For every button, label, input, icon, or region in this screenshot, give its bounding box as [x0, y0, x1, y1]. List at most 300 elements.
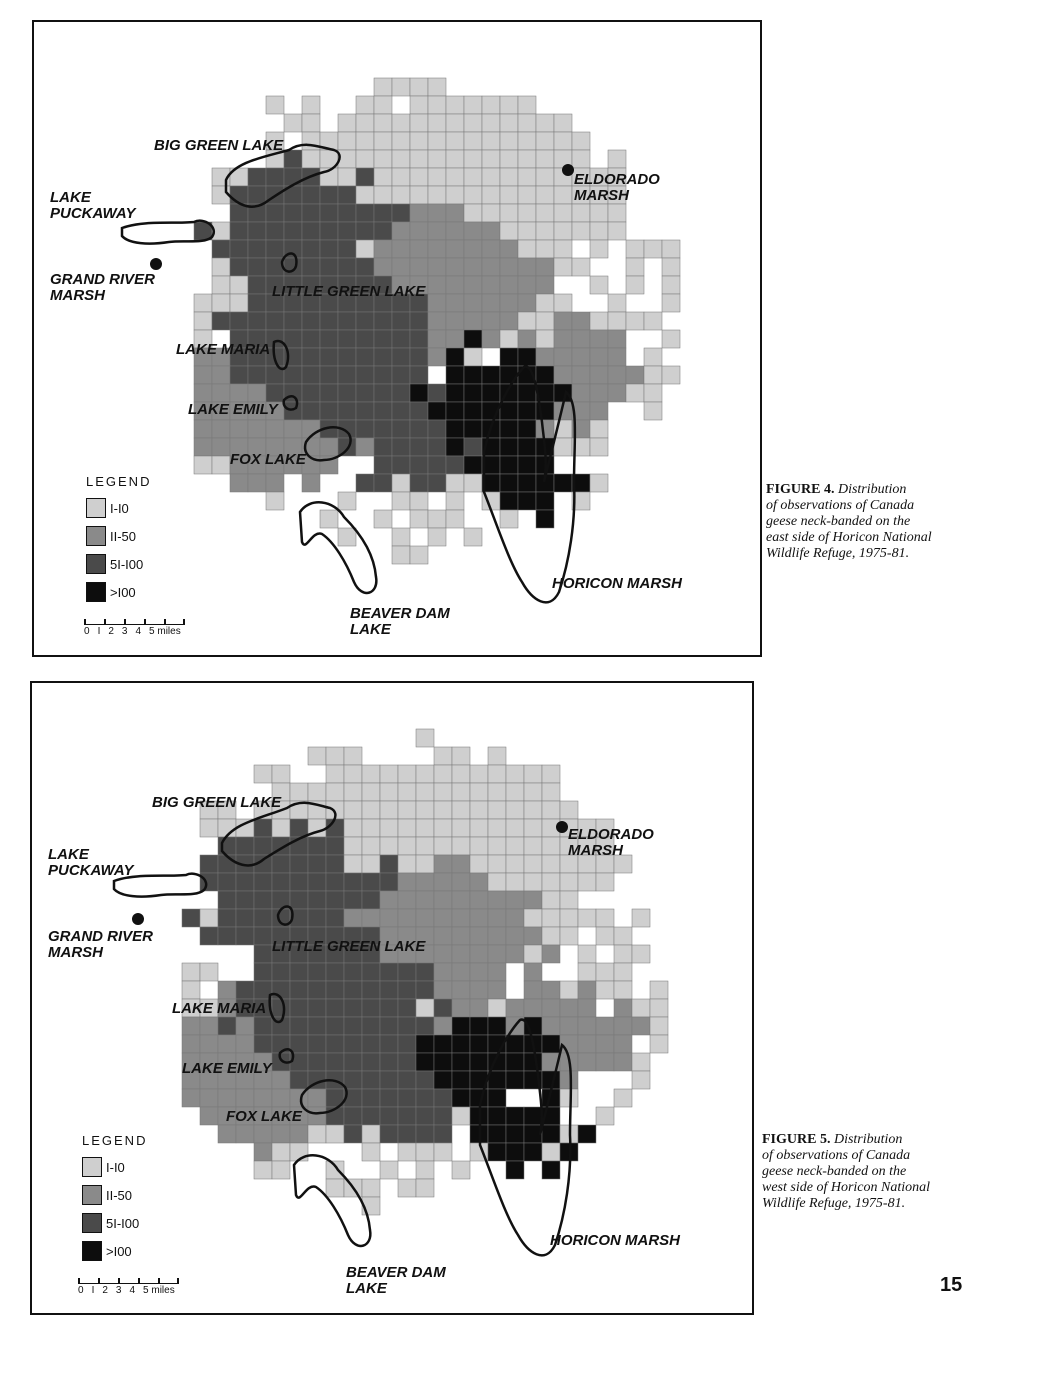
density-cell	[338, 150, 356, 168]
density-cell	[542, 927, 560, 945]
density-cell	[434, 855, 452, 873]
density-cell	[194, 366, 212, 384]
scale-tick-0: 0	[84, 626, 90, 637]
density-cell	[380, 999, 398, 1017]
density-cell	[488, 999, 506, 1017]
density-cell	[464, 528, 482, 546]
density-cell	[434, 1125, 452, 1143]
density-cell	[272, 1143, 290, 1161]
density-cell	[392, 456, 410, 474]
density-cell	[356, 186, 374, 204]
density-cell	[644, 240, 662, 258]
density-cell	[518, 186, 536, 204]
density-cell	[524, 1107, 542, 1125]
density-cell	[554, 240, 572, 258]
density-cell	[470, 855, 488, 873]
density-cell	[218, 981, 236, 999]
density-cell	[590, 402, 608, 420]
density-cell	[500, 114, 518, 132]
density-cell	[248, 366, 266, 384]
density-cell	[434, 819, 452, 837]
density-cell	[500, 402, 518, 420]
density-cell	[518, 114, 536, 132]
density-cell	[452, 1017, 470, 1035]
density-cell	[362, 1143, 380, 1161]
density-cell	[356, 366, 374, 384]
density-cell	[446, 114, 464, 132]
density-cell	[362, 819, 380, 837]
density-cell	[518, 492, 536, 510]
density-cell	[356, 96, 374, 114]
density-cell	[506, 1107, 524, 1125]
density-cell	[272, 999, 290, 1017]
density-cell	[446, 96, 464, 114]
lake-puckaway-label: LAKE PUCKAWAY	[50, 189, 136, 222]
density-cell	[410, 348, 428, 366]
density-cell	[500, 420, 518, 438]
density-cell	[200, 873, 218, 891]
density-cell	[266, 474, 284, 492]
scale-bar	[78, 1277, 178, 1296]
density-cell	[500, 258, 518, 276]
density-cell	[482, 384, 500, 402]
legend-row-3	[82, 1213, 139, 1233]
density-cell	[302, 96, 320, 114]
density-cell	[320, 510, 338, 528]
density-cell	[380, 1161, 398, 1179]
density-cell	[194, 312, 212, 330]
density-cell	[344, 837, 362, 855]
density-cell	[488, 1017, 506, 1035]
density-cell	[470, 783, 488, 801]
density-cell	[452, 837, 470, 855]
density-cell	[218, 891, 236, 909]
density-cell	[320, 312, 338, 330]
density-cell	[290, 891, 308, 909]
density-cell	[518, 150, 536, 168]
density-cell	[464, 258, 482, 276]
density-cell	[392, 150, 410, 168]
density-cell	[380, 981, 398, 999]
density-cell	[560, 1089, 578, 1107]
density-cell	[392, 186, 410, 204]
density-cell	[524, 855, 542, 873]
density-cell	[326, 837, 344, 855]
density-cell	[302, 366, 320, 384]
density-cell	[410, 78, 428, 96]
density-cell	[500, 474, 518, 492]
scale-labels	[84, 626, 184, 637]
density-cell	[542, 1125, 560, 1143]
density-cell	[434, 1107, 452, 1125]
density-cell	[560, 873, 578, 891]
density-cell	[374, 402, 392, 420]
density-cell	[356, 348, 374, 366]
density-cell	[434, 891, 452, 909]
density-cell	[434, 747, 452, 765]
density-cell	[410, 474, 428, 492]
density-cell	[284, 222, 302, 240]
density-cell	[470, 873, 488, 891]
density-cell	[470, 909, 488, 927]
density-cell	[506, 819, 524, 837]
density-cell	[500, 186, 518, 204]
density-cell	[344, 1017, 362, 1035]
page-number: 15	[940, 1274, 963, 1296]
density-cell	[398, 855, 416, 873]
density-cell	[506, 999, 524, 1017]
density-cell	[662, 366, 680, 384]
density-cell	[302, 348, 320, 366]
density-cell	[632, 909, 650, 927]
density-cell	[542, 1017, 560, 1035]
density-cell	[446, 510, 464, 528]
density-cell	[284, 168, 302, 186]
density-cell	[200, 1107, 218, 1125]
density-cell	[362, 1179, 380, 1197]
density-cell	[308, 855, 326, 873]
density-cell	[344, 909, 362, 927]
density-cell	[596, 927, 614, 945]
density-cell	[470, 837, 488, 855]
density-cell	[470, 765, 488, 783]
horicon-marsh-label: HORICON MARSH	[552, 575, 682, 592]
density-cell	[212, 312, 230, 330]
density-cell	[416, 1071, 434, 1089]
density-cell	[374, 366, 392, 384]
density-cell	[542, 981, 560, 999]
density-cell	[434, 1089, 452, 1107]
density-cell	[578, 909, 596, 927]
density-cell	[326, 855, 344, 873]
density-cell	[488, 909, 506, 927]
density-cell	[506, 1143, 524, 1161]
density-cell	[500, 96, 518, 114]
density-cell	[362, 1053, 380, 1071]
density-cell	[266, 204, 284, 222]
density-cell	[572, 366, 590, 384]
density-cell	[578, 1035, 596, 1053]
density-cell	[434, 765, 452, 783]
density-cell	[194, 384, 212, 402]
density-cell	[536, 168, 554, 186]
density-cell	[308, 891, 326, 909]
density-cell	[326, 1053, 344, 1071]
density-cell	[578, 963, 596, 981]
scale-tick-3: 3	[115, 1285, 122, 1296]
density-cell	[626, 240, 644, 258]
density-cell	[614, 945, 632, 963]
density-cell	[356, 168, 374, 186]
density-cell	[302, 222, 320, 240]
density-cell	[200, 1017, 218, 1035]
density-cell	[302, 474, 320, 492]
density-cell	[392, 528, 410, 546]
density-cell	[452, 945, 470, 963]
density-cell	[554, 474, 572, 492]
legend-row-4	[86, 582, 136, 602]
density-cell	[284, 330, 302, 348]
density-cell	[452, 819, 470, 837]
density-cell	[428, 456, 446, 474]
density-cell	[380, 1017, 398, 1035]
density-cell	[452, 1161, 470, 1179]
density-cell	[518, 222, 536, 240]
density-cell	[212, 420, 230, 438]
density-cell	[380, 891, 398, 909]
figure-4-caption-line-4: east side of Horicon National	[766, 530, 932, 545]
lake-emily-label: LAKE EMILY	[182, 1060, 272, 1077]
density-cell	[518, 168, 536, 186]
density-cell	[308, 1125, 326, 1143]
density-cell	[524, 1053, 542, 1071]
density-cell	[410, 402, 428, 420]
density-cell	[410, 420, 428, 438]
legend-label-4: >I00	[106, 1243, 132, 1259]
density-cell	[632, 1071, 650, 1089]
density-cell	[434, 837, 452, 855]
density-cell	[302, 114, 320, 132]
density-cell	[416, 765, 434, 783]
density-cell	[248, 222, 266, 240]
density-cell	[482, 240, 500, 258]
figure-4-caption-line-1: Distribution	[837, 482, 907, 497]
density-cell	[500, 132, 518, 150]
density-cell	[500, 348, 518, 366]
legend-row-2	[82, 1185, 132, 1205]
density-cell	[362, 1089, 380, 1107]
density-cell	[470, 945, 488, 963]
density-cell	[248, 276, 266, 294]
density-cell	[464, 312, 482, 330]
density-cell	[356, 330, 374, 348]
density-cell	[338, 312, 356, 330]
density-cell	[308, 1053, 326, 1071]
density-cell	[398, 1071, 416, 1089]
density-cell	[392, 132, 410, 150]
density-cell	[524, 999, 542, 1017]
density-cell	[446, 330, 464, 348]
eldorado-marsh-dot	[556, 821, 568, 833]
density-cell	[362, 1017, 380, 1035]
density-cell	[464, 330, 482, 348]
density-cell	[506, 765, 524, 783]
density-cell	[290, 963, 308, 981]
legend-row-1	[82, 1157, 125, 1177]
density-cell	[428, 96, 446, 114]
density-cell	[308, 1035, 326, 1053]
density-cell	[614, 1017, 632, 1035]
density-cell	[356, 240, 374, 258]
density-cell	[254, 891, 272, 909]
density-cell	[212, 456, 230, 474]
eldorado-marsh-label: ELDORADO MARSH	[568, 826, 654, 859]
legend-swatch-3	[82, 1213, 102, 1233]
density-cell	[374, 510, 392, 528]
density-cell	[398, 909, 416, 927]
density-cell	[500, 276, 518, 294]
density-cell	[200, 855, 218, 873]
density-cell	[596, 1107, 614, 1125]
legend-label-3: 5I-I00	[106, 1215, 140, 1231]
density-cell	[482, 366, 500, 384]
density-cell	[662, 276, 680, 294]
density-cell	[398, 801, 416, 819]
density-cell	[272, 873, 290, 891]
scale-labels	[78, 1285, 178, 1296]
density-cell	[488, 1125, 506, 1143]
density-cell	[464, 204, 482, 222]
density-cell	[380, 1107, 398, 1125]
density-cell	[254, 927, 272, 945]
density-cell	[428, 438, 446, 456]
density-cell	[596, 909, 614, 927]
density-cell	[452, 873, 470, 891]
density-cell	[506, 1071, 524, 1089]
density-cell	[560, 891, 578, 909]
density-cell	[248, 474, 266, 492]
density-cell	[470, 927, 488, 945]
density-cell	[452, 1089, 470, 1107]
density-cell	[194, 294, 212, 312]
density-cell	[308, 873, 326, 891]
density-cell	[452, 765, 470, 783]
lake-puckaway-label: LAKE PUCKAWAY	[48, 846, 134, 879]
density-cell	[590, 330, 608, 348]
density-cell	[434, 873, 452, 891]
density-cell	[482, 222, 500, 240]
density-cell	[542, 945, 560, 963]
density-cell	[446, 240, 464, 258]
density-cell	[392, 114, 410, 132]
density-cell	[374, 438, 392, 456]
density-cell	[452, 855, 470, 873]
density-cell	[542, 909, 560, 927]
density-cell	[626, 384, 644, 402]
legend-label-1: I-I0	[106, 1159, 125, 1175]
density-cell	[608, 222, 626, 240]
density-cell	[572, 150, 590, 168]
density-cell	[572, 348, 590, 366]
density-cell	[428, 528, 446, 546]
density-cell	[410, 222, 428, 240]
density-cell	[626, 312, 644, 330]
density-cell	[452, 1053, 470, 1071]
scale-tick-4: 4	[135, 626, 142, 637]
density-cell	[410, 168, 428, 186]
density-cell	[446, 132, 464, 150]
figure-4-caption-line-2: of observations of Canada	[766, 498, 915, 513]
density-cell	[302, 384, 320, 402]
density-cell	[482, 276, 500, 294]
density-cell	[608, 384, 626, 402]
density-cell	[230, 240, 248, 258]
density-cell	[644, 312, 662, 330]
density-cell	[500, 204, 518, 222]
density-cell	[524, 801, 542, 819]
density-cell	[356, 132, 374, 150]
density-cell	[302, 150, 320, 168]
density-cell	[398, 1143, 416, 1161]
figure-5-caption-line-5: Wildlife Refuge, 1975-81.	[762, 1196, 906, 1211]
density-cell	[266, 420, 284, 438]
density-cell	[560, 909, 578, 927]
density-cell	[428, 294, 446, 312]
density-cell	[380, 855, 398, 873]
scale-bar-line	[78, 1277, 178, 1284]
density-cell	[578, 945, 596, 963]
density-cell	[410, 312, 428, 330]
density-cell	[248, 186, 266, 204]
density-cell	[518, 294, 536, 312]
density-cell	[446, 276, 464, 294]
fox-lake-label: FOX LAKE	[230, 451, 306, 468]
lake-maria-label: LAKE MARIA	[176, 341, 271, 358]
density-cell	[218, 837, 236, 855]
figure-5-caption-line-1: Distribution	[833, 1132, 903, 1147]
legend-title: LEGEND	[86, 474, 152, 489]
density-cell	[542, 837, 560, 855]
density-cell	[590, 420, 608, 438]
density-cell	[578, 873, 596, 891]
eldorado-marsh-dot	[562, 164, 574, 176]
density-cell	[488, 855, 506, 873]
legend-row-4	[82, 1241, 132, 1261]
density-cell	[542, 873, 560, 891]
density-cell	[518, 348, 536, 366]
density-cell	[428, 474, 446, 492]
density-cell	[326, 909, 344, 927]
density-cell	[338, 348, 356, 366]
density-cell	[644, 384, 662, 402]
density-cell	[236, 837, 254, 855]
density-cell	[392, 384, 410, 402]
density-cell	[416, 873, 434, 891]
density-cell	[590, 474, 608, 492]
density-cell	[554, 258, 572, 276]
density-cell	[392, 204, 410, 222]
density-cell	[488, 1143, 506, 1161]
density-cell	[554, 312, 572, 330]
density-cell	[308, 837, 326, 855]
density-cell	[362, 801, 380, 819]
density-cell	[410, 240, 428, 258]
density-cell	[482, 132, 500, 150]
density-cell	[398, 837, 416, 855]
density-cell	[578, 999, 596, 1017]
density-cell	[518, 330, 536, 348]
density-cell	[410, 546, 428, 564]
density-cell	[374, 114, 392, 132]
density-cell	[464, 294, 482, 312]
density-cell	[500, 312, 518, 330]
density-cell	[524, 927, 542, 945]
density-cell	[380, 765, 398, 783]
density-cell	[374, 186, 392, 204]
density-cell	[416, 819, 434, 837]
density-cell	[362, 1125, 380, 1143]
density-cell	[374, 420, 392, 438]
density-cell	[572, 204, 590, 222]
density-cell	[554, 222, 572, 240]
density-cell	[308, 783, 326, 801]
density-cell	[374, 240, 392, 258]
density-cell	[446, 384, 464, 402]
density-cell	[320, 240, 338, 258]
legend-swatch-3	[86, 554, 106, 574]
density-cell	[410, 456, 428, 474]
density-cell	[662, 330, 680, 348]
